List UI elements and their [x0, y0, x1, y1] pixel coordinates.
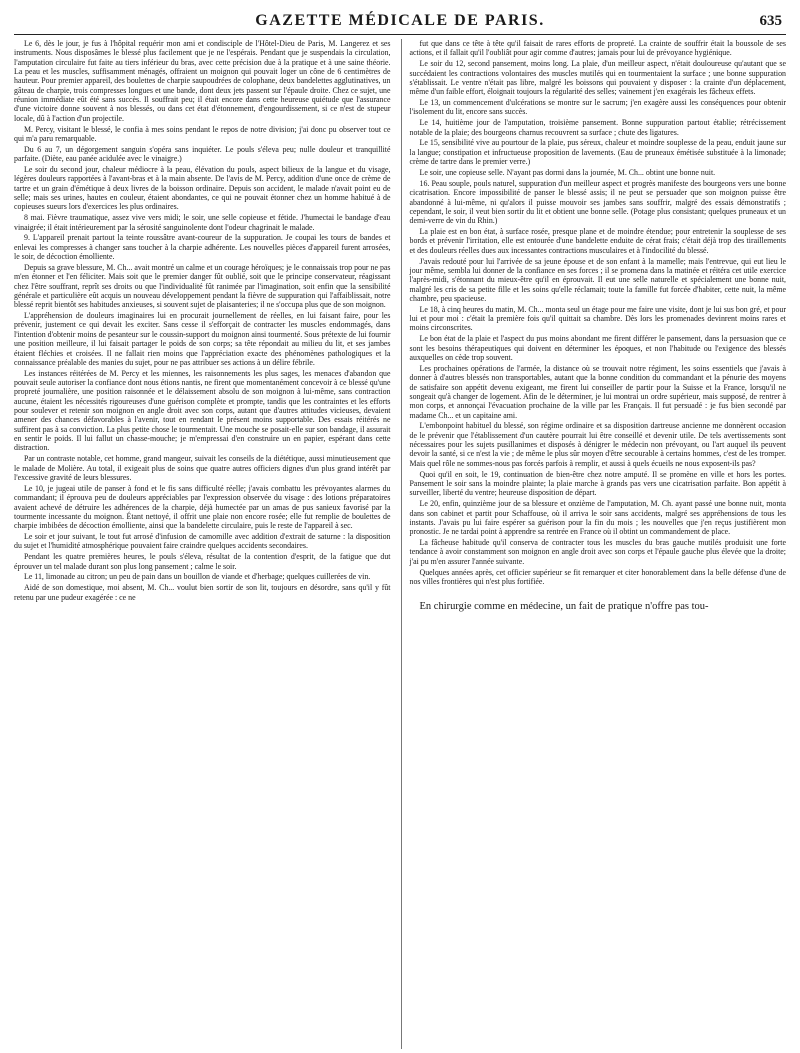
paragraph: Le 18, à cinq heures du matin, M. Ch... monta seul un étage pour me faire une visite, dont je lui sus bon gré, et pour lui et pour moi : c'était la première fois qu'il quittait sa chambre. Dès lors les promenades devinrent moins rares et moins circonscrites.	[409, 304, 786, 333]
paragraph: Depuis sa grave blessure, M. Ch... avait montré un calme et un courage héroïques; je le connaissais trop pour ne pas m'en étonner et l'en féliciter. Mais soit que le premier danger fût oublié, soit que le principe conservateur, réagissant chez l'être souffrant, reprît ses droits ou que l'individualité fût ranimée par l'imagination, soit enfin que la sensibilité générale et particulière eût acquis un nouveau développement pendant la fièvre de suppuration qui l'affaiblissait, notre blessé reprit bientôt ses habitudes anxieuses, si souvent sujet de plaisanteries; il ne s'occupa plus que de son moignon.	[14, 262, 391, 310]
paragraph: L'appréhension de douleurs imaginaires lui en procurait journellement de réelles, en lui faisant faire, pour les prévenir, justement ce qui devait les exciter. Sans cesse il s'efforçait de contracter les muscles endommagés, dans l'intention d'obtenir moins de pesanteur sur le coussin-support du moignon ainsi tourmenté. Sous prétexte de lui fournir une position meilleure, il lui faisait partager le poids de son corps; sa tête répondait au milieu du lit, et ses jambes étaient fléchies et croisées. Il ne fallait rien moins que l'appréciation exacte des phénomènes pathologiques et la connaissance préalable des manies du sujet, pour ne pas attribuer ses actions à un délire fébrile.	[14, 311, 391, 367]
paragraph: La fâcheuse habitude qu'il conserva de contracter tous les muscles du bras gauche mutilés produisit une forte tendance à avoir constamment son moignon en angle droit avec son corps et l'épaule gauche plus élevée que la droite; j'ai pu m'en assurer l'année suivante.	[409, 538, 786, 566]
paragraph: Le soir et jour suivant, le tout fut arrosé d'infusion de camomille avec addition d'extrait de saturne : la disposition du sujet et l'humidité atmosphérique pouvaient faire craindre quelques accidents secondaires.	[14, 532, 391, 551]
page-header	[14, 8, 786, 35]
paragraph: Le 11, limonade au citron; un peu de pain dans un bouillon de viande et d'herbage; quelques cuillerées de vin.	[24, 572, 371, 582]
paragraph: M. Percy, visitant le blessé, le confia à mes soins pendant le repos de notre division; j'ai donc pu observer tout ce qui m'a paru remarquable.	[14, 124, 391, 143]
right-column	[401, 39, 787, 1049]
page-number: 635	[759, 13, 782, 29]
paragraph: L'embonpoint habituel du blessé, son régime ordinaire et sa disposition dartreuse ancienne me donnèrent occasion de le prévenir que l'établissement d'un cautère pourrait lui être conseillé et devenir utile. De tels avertissements sont nécessaires pour les sujets pusillanimes et disposés à dénigrer le médecin non prévoyant, ou l'art auquel ils peuvent devoir la santé, si ce n'est la vie ; de même le plus sûr moyen d'être secourable à certains hommes, c'est de les tromper. Mais quel rôle ne sommes-nous pas forcés parfois à remplir, et aussi à quels écueils ne nous exposent-ils pas?	[409, 421, 786, 468]
paragraph: Du 6 au 7, un dégorgement sanguin s'opéra sans inquiéter. Le pouls s'éleva peu; nulle douleur et tranquillité parfaite. (Diète, eau panée acidulée avec le vinaigre.)	[14, 144, 391, 164]
paragraph: Le 14, huitième jour de l'amputation, troisième pansement. Bonne suppuration partout établie; rétrécissement notable de la plaie; des bourgeons charnus recouvrent sa surface ; chute des ligatures.	[409, 118, 786, 137]
paragraph: fut que dans ce tête à tête qu'il faisait de rares efforts de propreté. La crainte de souffrir était la boussole de ses actions, et il fallait qu'il l'oubliât pour agir comme d'autres; jamais pour lui de prévoyance hygiénique.	[409, 39, 786, 58]
paragraph: Les prochaines opérations de l'armée, la distance où se trouvait notre régiment, les soins essentiels que j'avais à donner à d'autres blessés non transportables, autant que la bonne condition du commandant et la pénurie des moyens de satisfaire son appétit devenu exigeant, me firent lui conseiller de partir pour la Suisse et la France, lorsqu'il ne songeait qu'à changer de logement. Afin de le déterminer, je lui montrai un ordre supérieur, mais supposé, de rentrer à mon corps, et annonçai l'évacuation prochaine de la ville par les Français. Il fut persuadé : je fus bien secondé par madame Ch... et un capitaine ami.	[409, 363, 786, 420]
paragraph: J'avais redouté pour lui l'arrivée de sa jeune épouse et de son enfant à la mamelle; mais l'entrevue, qui eut lieu le jour même, sembla lui donner de la confiance en ses forces ; il se promena dans la matinée et réitéra cet utile exercice l'après-midi, s'étonnant du mieux-être qu'il en éprouvait. Il eut une selle naturelle et spécialement une bonne nuit, malgré les cris de sa petite fille et les soins qu'elle réclamait; toute la famille fut forcée d'habiter, cette nuit, la même chambre, peu spacieuse.	[409, 256, 786, 303]
paragraph: 8 mai. Fièvre traumatique, assez vive vers midi; le soir, une selle copieuse et fétide. J'humectai le bandage d'eau vinaigrée; il était intérieurement par la sérosité sanguinolente dont l'odeur chagrinait le malade.	[14, 213, 391, 232]
closing-paragraph: En chirurgie comme en médecine, un fait de pratique n'offre pas tou-	[419, 601, 709, 613]
paragraph: Par un contraste notable, cet homme, grand mangeur, suivait les conseils de la diététique, aussi minutieusement que le malade de Molière. Au total, il exigeait plus de soins que quatre autres officiers dignes d'un plus grand intérêt par l'excessive gravité de leurs blessures.	[14, 454, 391, 482]
left-column	[14, 39, 391, 1049]
paragraph: Le bon état de la plaie et l'aspect du pus moins abondant me firent différer le pansement, dans la persuasion que ce sont les besoins thérapeutiques qui doivent en déterminer les époques, et non l'habitude ou l'exigence des blessés auxquelles on cède trop souvent.	[409, 334, 786, 362]
text-columns	[14, 39, 786, 1049]
paragraph: 16. Peau souple, pouls naturel, suppuration d'un meilleur aspect et progrès manifeste des bourgeons vers une bonne cicatrisation. Encore impossibilité de panser le blessé assis; il ne peut se persuader que son moignon puisse être abandonné à lui-même, ni qu'alors il puisse mouvoir ses jambes sans souffrir, malgré des essais démonstratifs ; cependant, le soir, il veut bien sortir du lit et obtient une bonne selle. (Potage plus consistant; quelques pruneaux et un demi-verre de vin du Rhin.)	[409, 178, 786, 226]
paragraph: Quoi qu'il en soit, le 19, continuation de bien-être chez notre amputé. Il se promène en ville et hors les portes. Pansement le soir sans la moindre plainte; la plaie marche à grands pas vers une cicatrisation parfaite. Bon appétit à surveiller, liberté du ventre; heureuse disposition de départ.	[409, 469, 786, 498]
paragraph: Le 10, je jugeai utile de panser à fond et le fis sans difficulté réelle; j'avais combattu les prévoyantes alarmes du commandant; il éprouva peu de douleurs appréciables par l'expression observée du visage : des lotions préparatoires avaient achevé de détruire les adhérences de la charpie, déjà humectée par un amas de pus sanieux favorisé par la tourmente incessante du moignon. Étant nettoyé, il offrit une plaie non encore rosée; elle fut remplie de boulettes de charpie imbibées de décoction émolliente, ainsi que la bandelette circulaire, puis le reste de l'appareil à sec.	[14, 483, 391, 531]
paragraph: Le soir du second jour, chaleur médiocre à la peau, élévation du pouls, aspect bilieux de la langue et du visage, légères douleurs rapportées à l'avant-bras et à la main absente. De l'avis de M. Percy, addition d'une once de crème de tartre et un grain d'émétique à deux livres de la boisson ordinaire. Depuis son accident, le malade n'avait point eu de selle; mais ses urines, hautes en couleur, étaient abondantes, ce qui ne pouvait étonner chez un homme habitué à de copieuses sueurs lors d'exercices les plus ordinaires.	[14, 164, 391, 212]
paragraph: Le soir du 12, second pansement, moins long. La plaie, d'un meilleur aspect, n'était douloureuse qu'autant que se succédaient les contractions volontaires des muscles mutilés qui en tourmentaient la surface ; une bonne suppuration s'établissait. Le ventre n'était pas libre, malgré les boissons qui pouvaient y disposer : la crainte d'un déplacement, même d'un faible effort, éloignait toujours la régularité des selles; vainement j'en exagérais les fâcheux effets.	[409, 59, 786, 97]
paragraph: La plaie est en bon état, à surface rosée, presque plane et de moindre étendue; pour entretenir la souplesse de ses bords et prévenir l'irritation, elle est entourée d'une bandelette enduite de cérat frais; c'était déjà trop des tiraillements et des douleurs réelles dues aux incessantes contractions musculaires et à l'indocilité du blessé.	[409, 227, 786, 255]
paragraph: Quelques années après, cet officier supérieur se fit remarquer et citer honorablement dans la belle défense d'une de nos villes frontières qui n'est plus fortifiée.	[409, 567, 786, 586]
paragraph: Le 20, enfin, quinzième jour de sa blessure et onzième de l'amputation, M. Ch. ayant passé une bonne nuit, monta dans son cabinet et partit pour Schaffouse, où il arriva le soir sans accidents, malgré ses appréhensions de tous les instants. J'avais pu lui faire espérer sa guérison pour la fin du mois ; les nouvelles que j'en reçus justifièrent mon pronostic. Je ne tardai point à apprendre sa rentrée en France où il obtint un commandement de place.	[409, 499, 786, 537]
journal-title: GAZETTE MÉDICALE DE PARIS.	[255, 12, 545, 29]
paragraph: Les instances réitérées de M. Percy et les miennes, les raisonnements les plus sages, les menaces d'abandon que pouvait seule autoriser la confiance dont nous étions nantis, ne firent que momentanément concevoir à ce blessé qu'une propreté journalière, une position raisonnée et le délaissement absolu de son moignon à lui-même, sans contraction aucune, étaient les nécessités rigoureuses d'une guérison complète et prompte, tandis que les contraintes et les efforts pour soulever et retenir son moignon en angle droit avec son corps, autant que d'autres attitudes vicieuses, devaient amener des chances défavorables à l'avenir, tout en rendant le présent moins supportable. Des essais réitérés ne suffirent pas à sa conviction. La plus petite chose le tourmentait. Une mouche se posait-elle sur son bandage, il assurait en sentir le poids. Il lui fallut un chasse-mouche; je m'empressai d'en construire un en papier, espérant dans cette distraction.	[14, 368, 391, 453]
paragraph: Aidé de son domestique, moi absent, M. Ch... voulut bien sortir de son lit, toujours en désordre, sans qu'il y fût retenu par une pudeur exagérée : ce ne	[14, 583, 391, 602]
paragraph: Le soir, une copieuse selle. N'ayant pas dormi dans la journée, M. Ch... obtint une bonne nuit.	[419, 167, 716, 177]
paragraph: Le 13, un commencement d'ulcérations se montre sur le sacrum; j'en exagère aussi les conséquences pour obtenir l'isolement du lit, encore sans succès.	[409, 98, 786, 117]
paragraph: Pendant les quatre premières heures, le pouls s'éleva, résultat de la contention d'esprit, de la fatigue que dut éprouver un tel malade durant son plus long pansement ; calme le soir.	[14, 552, 391, 571]
paragraph: 9. L'appareil prenait partout la teinte roussâtre avant-coureur de la suppuration. Je coupai les tours de bandes et enlevai les compresses à changer sans toucher à la charpie adhérente. Les nouvelles pièces d'appareil furent arrosées, le soir, de décoction émolliente.	[14, 233, 391, 262]
paragraph: Le 6, dès le jour, je fus à l'hôpital requérir mon ami et condisciple de l'Hôtel-Dieu de Paris, M. Langerez et ses instruments. Nous disposâmes le blessé plus facilement que je ne l'espérais. Pendant que je suspendais la circulation, l'amputation circulaire fut faite au tiers inférieur du bras, avec cette précision due à la pratique et à une saine théorie. La peau et les muscles, suffisamment ménagés, offraient un moignon qui pouvait loger un cône de 6 centimètres de hauteur. Pour premier appareil, des boulettes de charpie saupoudrées de colophane, deux bandelettes agglutinatives, un gâteau de charpie, trois compresses longues et une bande, dont deux jets passent sur l'épaule droite. Chez ce sujet, une réunion immédiate eût été sans succès. Il souffrait peu; il était encore dans cette heureuse quiétude que l'assurance d'une victoire donne souvent à nos blessés, ou dans cet état d'étonnement, d'engourdissement, si ce n'est de stupeur locale, dû à l'action d'un projectile.	[14, 39, 391, 123]
paragraph: Le 15, sensibilité vive au pourtour de la plaie, pus séreux, chaleur et moindre souplesse de la peau, enduit jaune sur la langue; constipation et infructueuse proposition de lavements. (Eau de pruneaux émétisée substituée à la limonade; crème de tartre dans le premier verre.)	[409, 138, 786, 167]
